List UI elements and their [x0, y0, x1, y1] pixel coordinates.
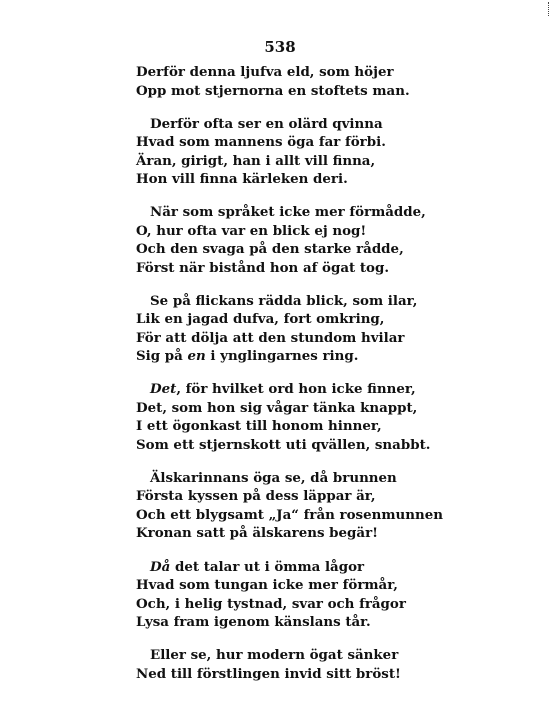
poem-line: Derför ofta ser en olärd qvinna: [150, 115, 383, 132]
poem-line: Hon vill finna kärleken deri.: [136, 171, 348, 188]
stanza: [136, 646, 436, 683]
poem-line: Lysa fram igenom känslans tår.: [136, 614, 371, 631]
poem-line: Första kyssen på dess läppar är,: [136, 488, 376, 505]
line-segment: det talar ut i ömma lågor: [170, 558, 365, 575]
poem-line: Och, i helig tystnad, svar och frågor: [136, 595, 406, 612]
poem-line: Älskarinnans öga se, då brunnen: [150, 469, 397, 486]
stanza: [136, 203, 436, 277]
stanza: [136, 63, 436, 100]
poem-line: Och den svaga på den starke rådde,: [136, 241, 404, 258]
poem-line: Hvad som mannens öga far förbi.: [136, 134, 386, 151]
poem-line: I ett ögonkast till honom hinner,: [136, 418, 382, 435]
page-number: 538: [264, 38, 296, 56]
stanza: [136, 115, 436, 189]
poem-line: Lik en jagad dufva, fort omkring,: [136, 311, 385, 328]
poem-line: Se på flickans rädda blick, som ilar,: [150, 292, 418, 309]
stanza: [136, 558, 436, 632]
line-segment: i ynglingarnes ring.: [205, 348, 359, 365]
emphasized-word: Då: [150, 558, 171, 575]
stanza: [136, 380, 436, 454]
poem-line: Det, som hon sig vågar tänka knappt,: [136, 399, 418, 416]
poem-line: Eller se, hur modern ögat sänker: [150, 647, 399, 664]
stanza: [136, 469, 443, 543]
poem-line: [136, 347, 436, 366]
poem-line: O, hur ofta var en blick ej nog!: [136, 222, 367, 239]
emphasized-word: en: [187, 348, 206, 365]
emphasized-word: Det: [150, 381, 177, 398]
poem-text: [136, 63, 443, 698]
poem-line: Ned till förstlingen invid sitt bröst!: [136, 665, 401, 682]
poem-line: Kronan satt på älskarens begär!: [136, 525, 379, 542]
line-segment: Sig på: [136, 348, 188, 365]
poem-line: Äran, girigt, han i allt vill finna,: [136, 152, 376, 169]
poem-line: Opp mot stjernorna en stoftets man.: [136, 82, 410, 99]
stanza: [136, 292, 436, 366]
poem-line: [136, 558, 436, 577]
poem-line: Först när bistånd hon af ögat tog.: [136, 259, 390, 276]
poem-line: Och ett blygsamt „Ja“ från rosenmunnen: [136, 506, 443, 523]
line-segment: , för hvilket ord hon icke finner,: [176, 381, 416, 398]
poem-line: Som ett stjernskott uti qvällen, snabbt.: [136, 436, 431, 453]
poem-line: [136, 380, 436, 399]
poem-line: För att dölja att den stundom hvilar: [136, 329, 405, 346]
poem-line: När som språket icke mer förmådde,: [150, 204, 426, 221]
poem-line: Derför denna ljufva eld, som höjer: [136, 64, 394, 80]
edge-mark: [548, 2, 551, 16]
poem-line: Hvad som tungan icke mer förmår,: [136, 577, 398, 594]
